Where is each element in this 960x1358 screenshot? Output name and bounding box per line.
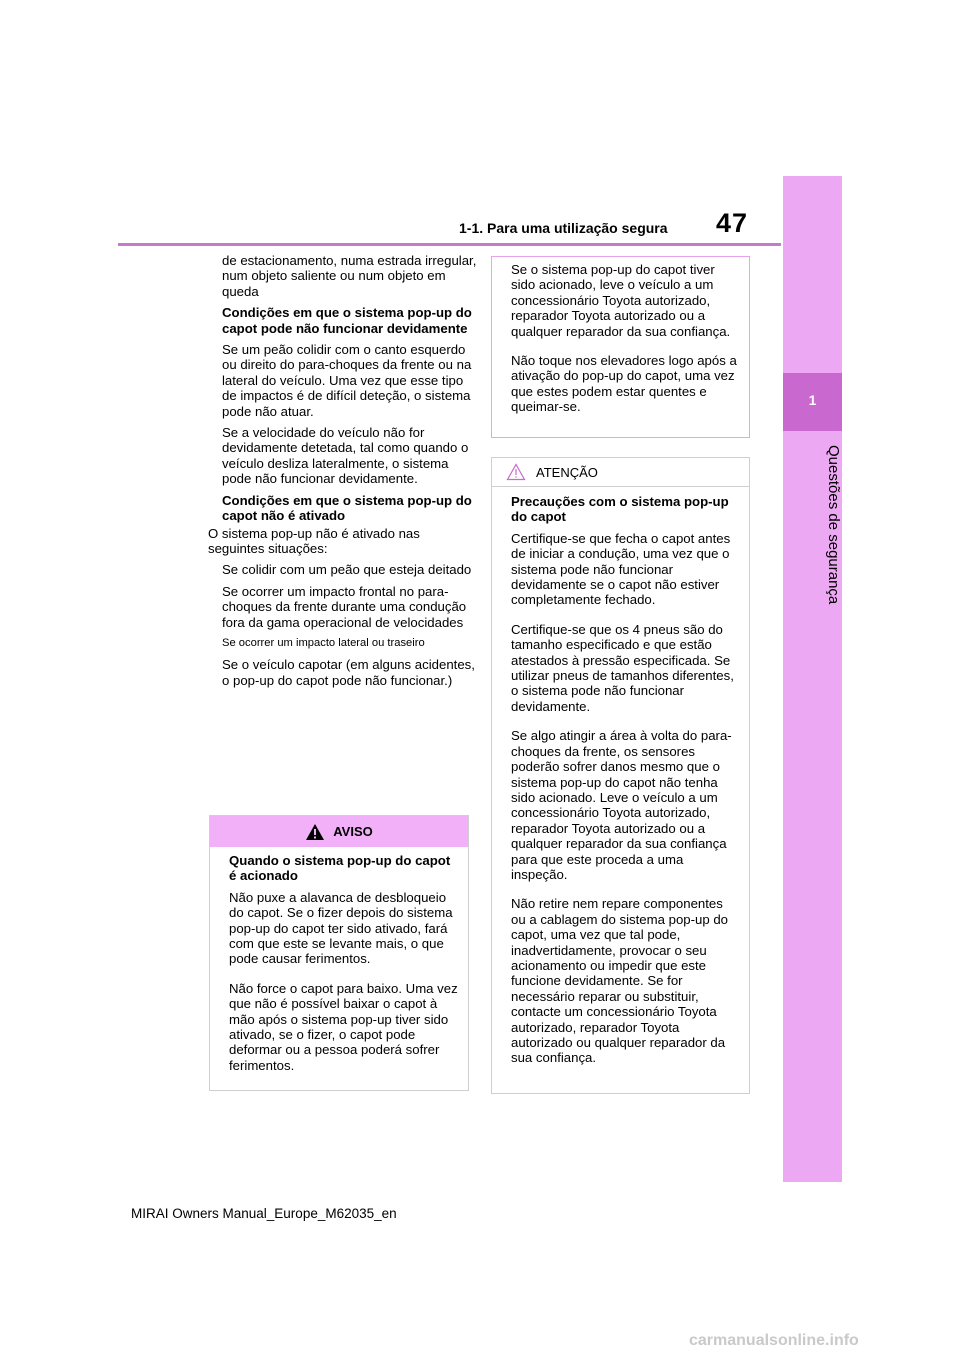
paragraph: Certifique-se que os 4 pneus são do tamanho especificado e que estão atestados à pressão especificada. Se utilizar pneus de tamanhos diferentes, o sistema pode não funcionar devidamente.: [511, 621, 734, 714]
list-item: Se ocorrer um impacto lateral ou traseiro: [222, 636, 425, 649]
paragraph: Não retire nem repare componentes ou a cablagem do sistema pop-up do capot, uma vez que tal pode, inadvertidamente, provocar o seu acionamento ou impedir que este funcione devidamente. Se for necessário reparar ou substituir, contacte um concessionário Toyota autorizado, reparador Toyota autorizado ou qualquer reparador da sua confiança.: [511, 896, 729, 1066]
paragraph: Se o sistema pop-up do capot tiver sido acionado, leve o veículo a um concessionário Toyota autorizado, reparador Toyota autorizado ou a qualquer reparador da sua confiança.: [511, 262, 731, 339]
paragraph: Certifique-se que fecha o capot antes de iniciar a condução, uma vez que o sistema pode não funcionar devidamente se o capot não estiver completamente fechado.: [511, 530, 731, 608]
list-item: Se ocorrer um impacto frontal no para-choques da frente durante uma condução fora da gama operacional de velocidades: [222, 583, 467, 630]
warning-heading: Quando o sistema pop-up do capot é acionado: [229, 853, 451, 884]
page-number: 47: [716, 208, 749, 238]
paragraph: Não puxe a alavanca de desbloqueio do capot. Se o fizer depois do sistema pop-up do capot ter sido ativado, fará com que este se levante mais, o que pode causar ferimentos.: [229, 889, 453, 967]
warning-continued-box: [491, 256, 750, 438]
warning-box-body: [210, 847, 468, 1073]
chapter-number: 1: [808, 392, 817, 408]
caution-box: [491, 457, 750, 1094]
chapter-side-tab: [783, 176, 842, 1182]
paragraph: Se a velocidade do veículo não for devidamente detetada, tal como quando o veículo desliza lateralmente, o sistema pode não funcionar devidamente.: [222, 425, 469, 487]
chapter-label-text: Questões de segurança: [825, 445, 842, 605]
warning-box-header: [210, 816, 468, 847]
watermark: carmanualsonline.info: [689, 1332, 859, 1349]
subheading: Condições em que o sistema pop-up do capot não é ativado: [222, 492, 472, 524]
caution-box-header: [492, 458, 749, 487]
list-item: Se colidir com um peão que esteja deitado: [222, 562, 472, 578]
paragraph: O sistema pop-up não é ativado nas seguintes situações:: [208, 525, 420, 556]
section-title: 1-1. Para uma utilização segura: [459, 220, 668, 236]
paragraph: Não toque nos elevadores logo após a ativação do pop-up do capot, uma vez que estes podem estar quentes e queimar-se.: [511, 353, 737, 415]
footer-manual-id: MIRAI Owners Manual_Europe_M62035_en: [131, 1206, 397, 1221]
paragraph: Se um peão colidir com o canto esquerdo ou direito do para-choques da frente ou na lateral do veículo. Uma vez que esse tipo de impactos é de difícil deteção, o sistema pode não atuar.: [222, 342, 472, 419]
paragraph: de estacionamento, numa estrada irregular, num objeto saliente ou num objeto em queda: [222, 253, 477, 299]
chapter-label: [783, 440, 842, 610]
header-divider: [118, 243, 781, 246]
left-column: [208, 253, 478, 694]
caution-triangle-icon: [506, 463, 526, 481]
caution-heading: Precauções com o sistema pop-up do capot: [511, 494, 729, 525]
warning-triangle-icon: [305, 823, 325, 841]
warning-box: [209, 815, 469, 1091]
paragraph: Não force o capot para baixo. Uma vez que não é possível baixar o capot à mão após o sistema pop-up tiver sido ativado, se o fizer, o capot pode deformar ou a pessoa poderá sofrer ferimentos.: [229, 980, 458, 1073]
caution-title: ATENÇÃO: [536, 464, 598, 480]
list-item: Se o veículo capotar (em alguns acidentes, o pop-up do capot pode não funcionar.): [222, 657, 475, 688]
warning-title: AVISO: [333, 824, 373, 839]
warning-continued-body: [492, 257, 749, 415]
subheading: Condições em que o sistema pop-up do capot pode não funcionar devidamente: [222, 305, 472, 336]
caution-box-body: [492, 487, 749, 1066]
paragraph: Se algo atingir a área à volta do para-choques da frente, os sensores poderão sofrer danos mesmo que o sistema pop-up do capot não tenha sido acionado. Leve o veículo a um concessionário Toyota autorizado, reparador Toyota autorizado ou a qualquer reparador da sua confiança para que este proceda a uma inspeção.: [511, 728, 732, 882]
